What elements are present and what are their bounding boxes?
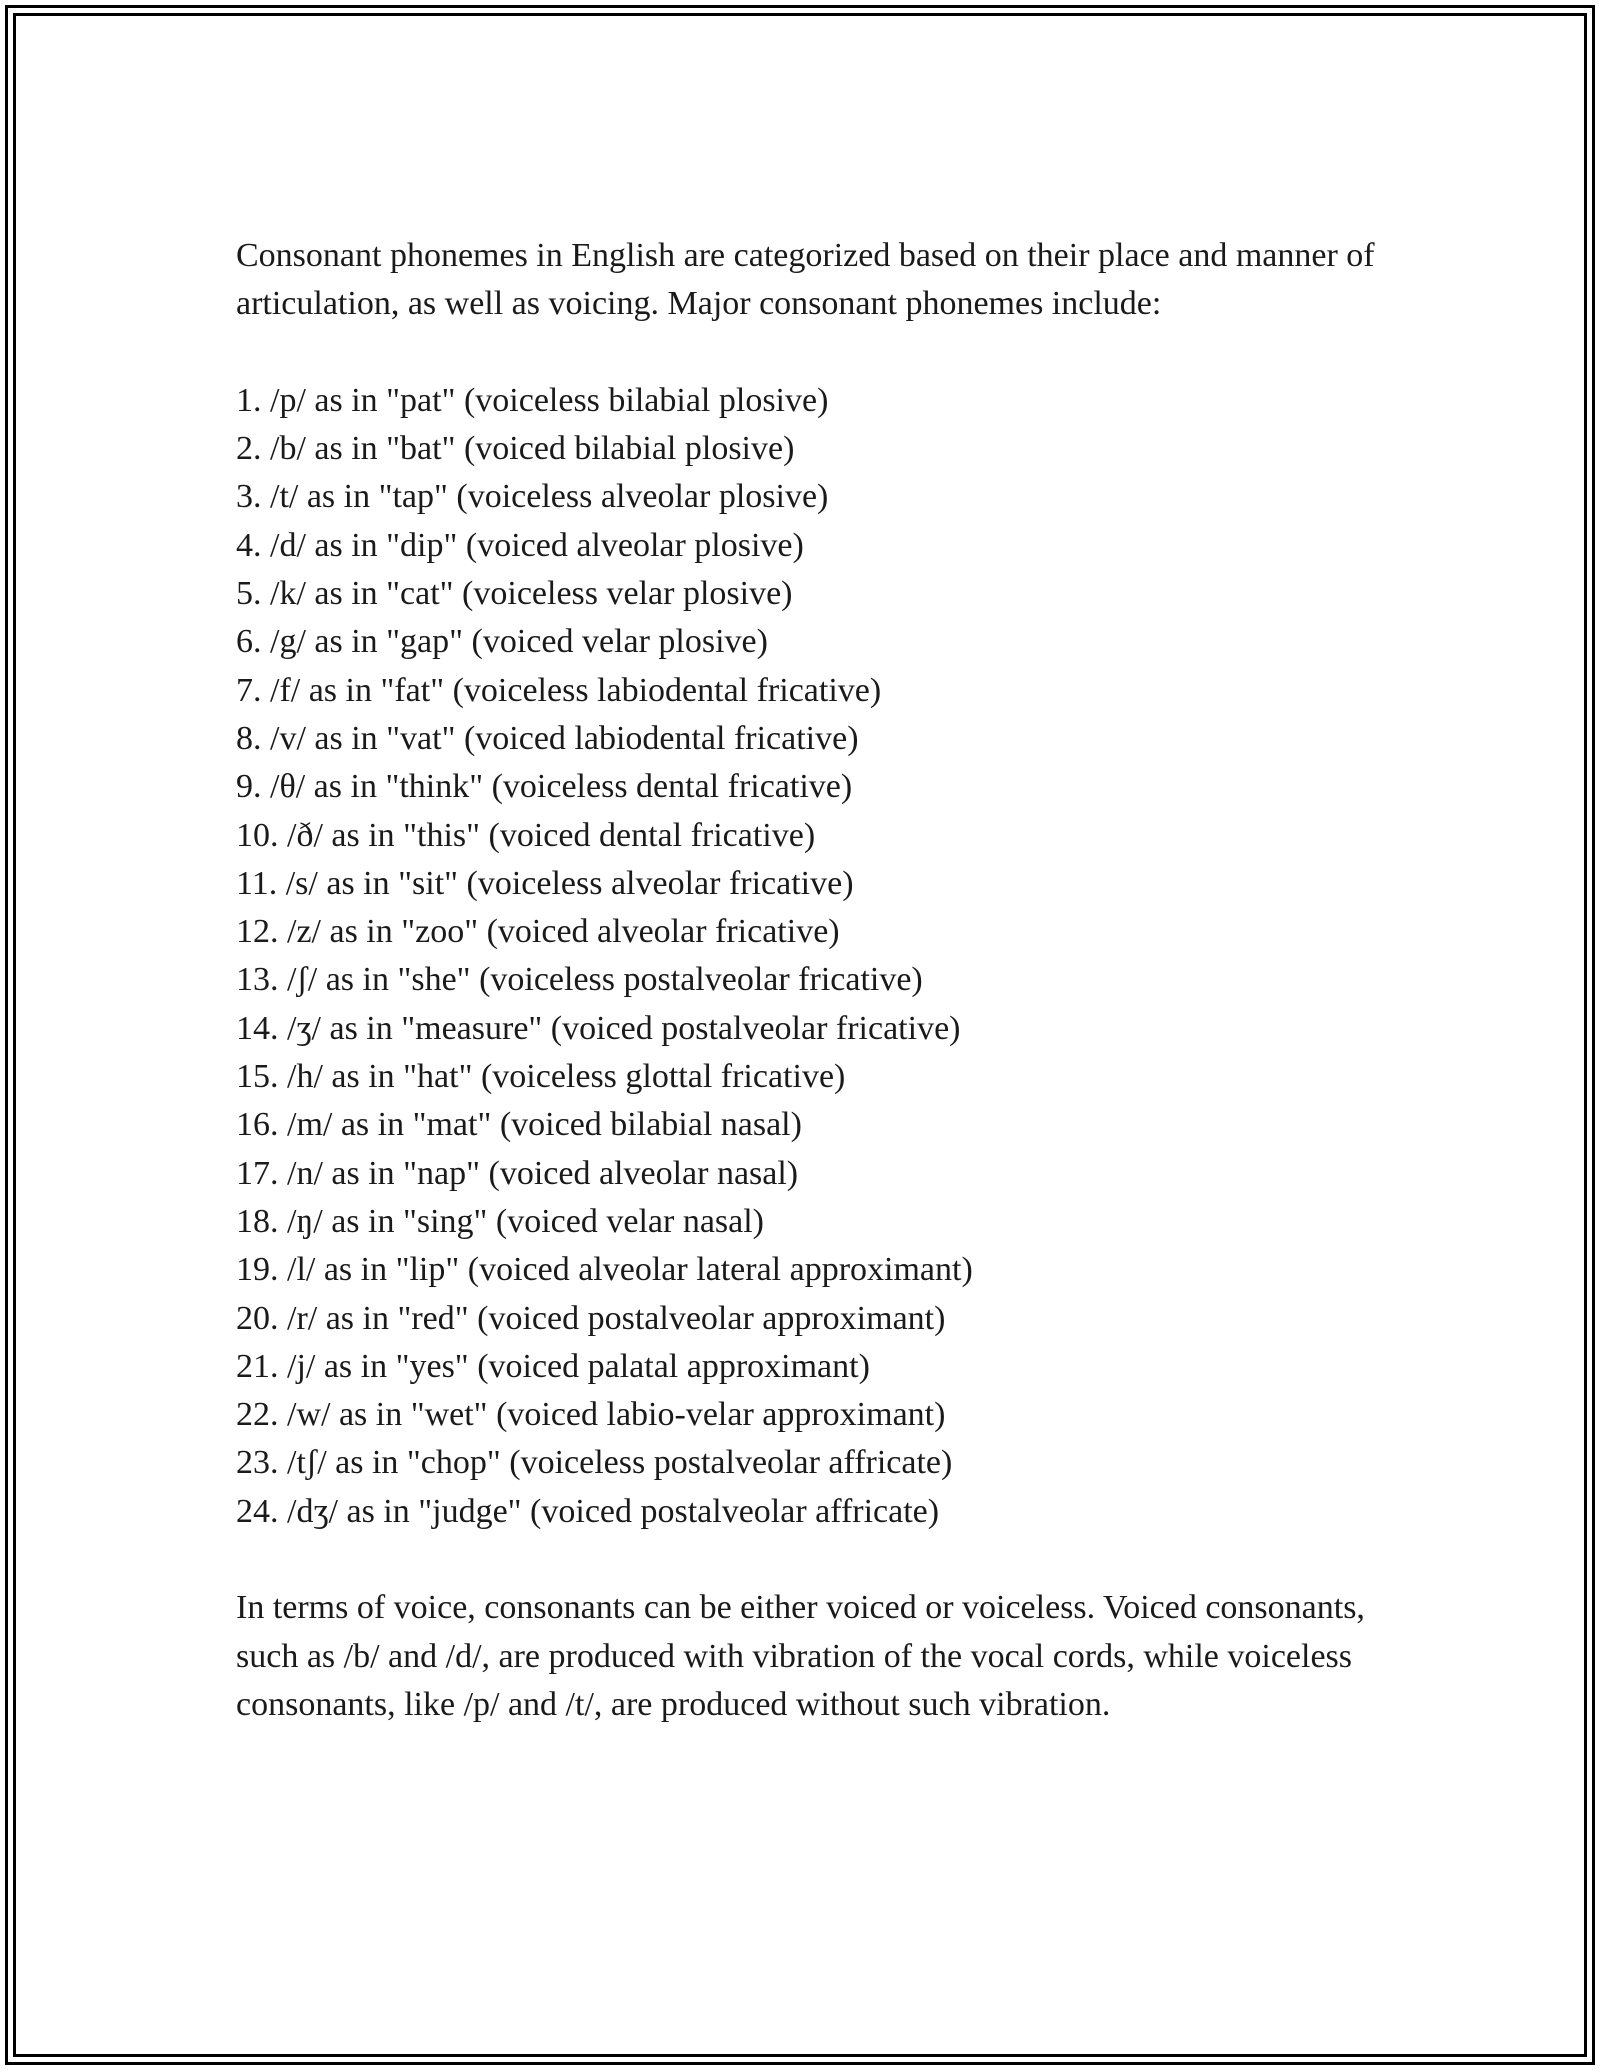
list-item: 20. /r/ as in "red" (voiced postalveolar approximant) (236, 1299, 946, 1337)
paragraph-gap (236, 329, 1386, 377)
conclusion-paragraph: In terms of voice, consonants can be either voiced or voiceless. Voiced consonants, such as /b/ and /d/, are produced with vibration of the vocal cords, while voiceless consonants, like /p/ and /t/, are produced without such vibration. (236, 1589, 1365, 1723)
phoneme-list (236, 377, 1386, 1536)
list-item: 7. /f/ as in "fat" (voiceless labiodental fricative) (236, 671, 882, 709)
list-item: 13. /ʃ/ as in "she" (voiceless postalveolar fricative) (236, 961, 923, 999)
list-item: 1. /p/ as in "pat" (voiceless bilabial plosive) (236, 381, 829, 419)
list-item: 19. /l/ as in "lip" (voiced alveolar lateral approximant) (236, 1251, 973, 1289)
list-item: 4. /d/ as in "dip" (voiced alveolar plosive) (236, 526, 804, 564)
list-item: 3. /t/ as in "tap" (voiceless alveolar plosive) (236, 478, 829, 516)
list-item: 14. /ʒ/ as in "measure" (voiced postalveolar fricative) (236, 1009, 961, 1047)
list-item: 24. /dʒ/ as in "judge" (voiced postalveolar affricate) (236, 1492, 940, 1530)
list-item: 16. /m/ as in "mat" (voiced bilabial nasal) (236, 1106, 802, 1144)
list-item: 8. /v/ as in "vat" (voiced labiodental fricative) (236, 719, 859, 757)
list-item: 6. /g/ as in "gap" (voiced velar plosive) (236, 623, 768, 661)
document-body (236, 232, 1386, 1729)
list-item: 23. /tʃ/ as in "chop" (voiceless postalveolar affricate) (236, 1444, 953, 1482)
list-item: 9. /θ/ as in "think" (voiceless dental fricative) (236, 768, 853, 806)
list-item: 21. /j/ as in "yes" (voiced palatal approximant) (236, 1347, 870, 1385)
intro-paragraph: Consonant phonemes in English are categorized based on their place and manner of articulation, as well as voicing. Major consonant phonemes include: (236, 237, 1375, 323)
list-item: 18. /ŋ/ as in "sing" (voiced velar nasal) (236, 1202, 764, 1240)
list-item: 15. /h/ as in "hat" (voiceless glottal fricative) (236, 1058, 846, 1096)
list-item: 12. /z/ as in "zoo" (voiced alveolar fricative) (236, 913, 840, 951)
list-item: 10. /ð/ as in "this" (voiced dental fricative) (236, 816, 816, 854)
list-item: 17. /n/ as in "nap" (voiced alveolar nasal) (236, 1154, 799, 1192)
list-item: 11. /s/ as in "sit" (voiceless alveolar fricative) (236, 864, 854, 902)
list-item: 22. /w/ as in "wet" (voiced labio-velar approximant) (236, 1396, 946, 1434)
paragraph-gap (236, 1536, 1386, 1584)
list-item: 2. /b/ as in "bat" (voiced bilabial plosive) (236, 430, 795, 468)
list-item: 5. /k/ as in "cat" (voiceless velar plosive) (236, 575, 793, 613)
